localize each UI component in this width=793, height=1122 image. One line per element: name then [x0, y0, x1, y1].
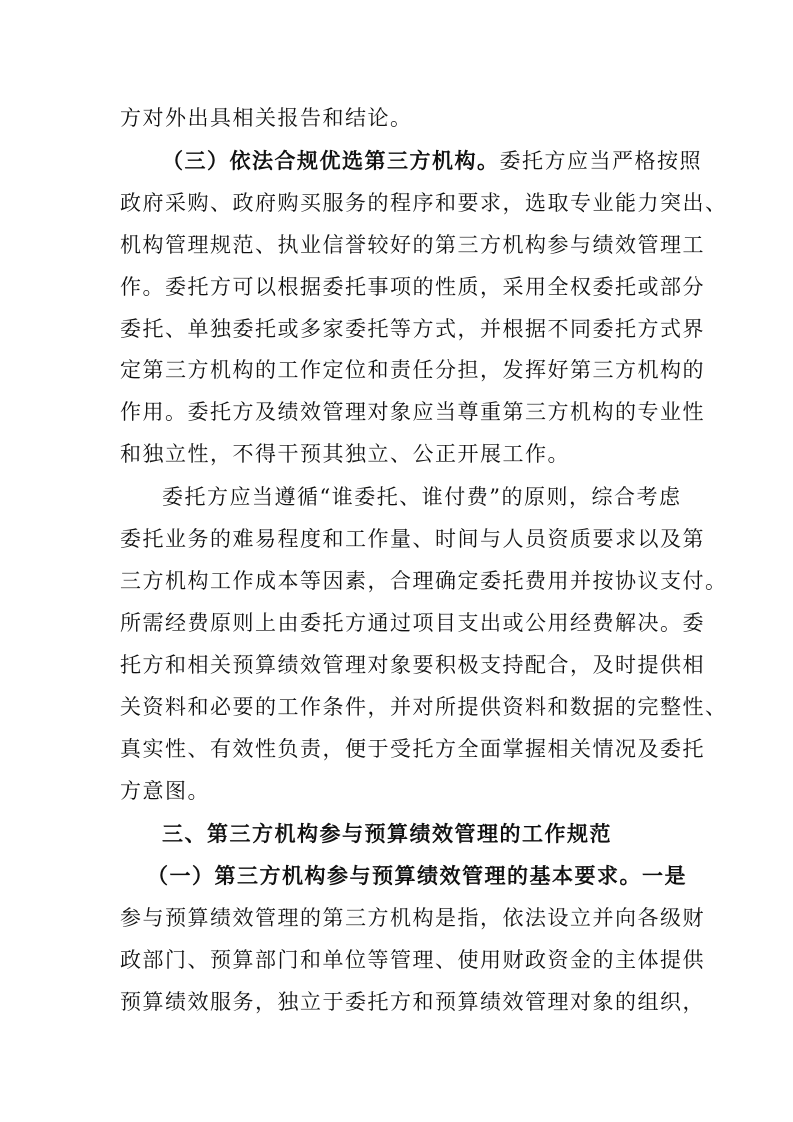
- paragraph-line: [120, 230, 705, 260]
- text: 三方机构工作成本等因素，合理确定委托费用并按协议支付。: [120, 569, 728, 593]
- paragraph-line: [120, 692, 728, 722]
- text: 机构管理规范、执业信誉较好的第三方机构参与绩效管理工: [120, 233, 705, 257]
- paragraph-line: [120, 272, 705, 302]
- text: 政府采购、政府购买服务的程序和要求，选取专业能力突出、: [120, 191, 728, 215]
- paragraph-line: [120, 439, 570, 469]
- paragraph-line: [120, 903, 705, 933]
- subsection-heading: （一）第三方机构参与预算绩效管理的基本要求。: [147, 864, 642, 888]
- paragraph-line: [120, 314, 705, 344]
- text: 关资料和必要的工作条件，并对所提供资料和数据的完整性、: [120, 695, 728, 719]
- paragraph-line: [120, 987, 705, 1017]
- paragraph-line: [120, 608, 705, 638]
- paragraph-line: [120, 103, 413, 133]
- subsection-heading: （三）依法合规优选第三方机构。: [162, 149, 500, 173]
- text: 托方和相关预算绩效管理对象要积极支持配合，及时提供相: [120, 653, 705, 677]
- paragraph-line: [120, 776, 210, 806]
- text: 所需经费原则上由委托方通过项目支出或公用经费解决。委: [120, 611, 705, 635]
- text: 委托方应当严格按照: [499, 149, 702, 173]
- paragraph-line: [120, 945, 705, 975]
- emphasis-text: 一是: [642, 864, 687, 888]
- text: 委托业务的难易程度和工作量、时间与人员资质要求以及第: [120, 527, 705, 551]
- paragraph-line: [147, 861, 687, 891]
- text: 作。委托方可以根据委托事项的性质，采用全权委托或部分: [120, 275, 705, 299]
- text: 预算绩效服务，独立于委托方和预算绩效管理对象的组织，: [120, 990, 705, 1014]
- paragraph-line: [120, 355, 705, 385]
- text: 委托、单独委托或多家委托等方式，并根据不同委托方式界: [120, 317, 705, 341]
- text: 方意图。: [120, 779, 210, 803]
- text: 委托方应当遵循“谁委托、谁付费”的原则，综合考虑: [162, 485, 682, 509]
- paragraph-line: [120, 566, 728, 596]
- text: 方对外出具相关报告和结论。: [120, 106, 413, 130]
- paragraph-line: [120, 650, 705, 680]
- paragraph-line: [120, 397, 705, 427]
- paragraph-line: [120, 188, 728, 218]
- paragraph-line: [162, 482, 681, 512]
- paragraph-line: [162, 146, 702, 176]
- text: 参与预算绩效管理的第三方机构是指，依法设立并向各级财: [120, 906, 705, 930]
- text: 作用。委托方及绩效管理对象应当尊重第三方机构的专业性: [120, 400, 705, 424]
- text: 定第三方机构的工作定位和责任分担，发挥好第三方机构的: [120, 358, 705, 382]
- paragraph-line: [120, 524, 705, 554]
- section-title: 三、第三方机构参与预算绩效管理的工作规范: [162, 822, 612, 846]
- text: 和独立性，不得干预其独立、公正开展工作。: [120, 442, 570, 466]
- section-heading: [162, 819, 612, 849]
- paragraph-line: [120, 734, 705, 764]
- text: 政部门、预算部门和单位等管理、使用财政资金的主体提供: [120, 948, 705, 972]
- text: 真实性、有效性负责，便于受托方全面掌握相关情况及委托: [120, 737, 705, 761]
